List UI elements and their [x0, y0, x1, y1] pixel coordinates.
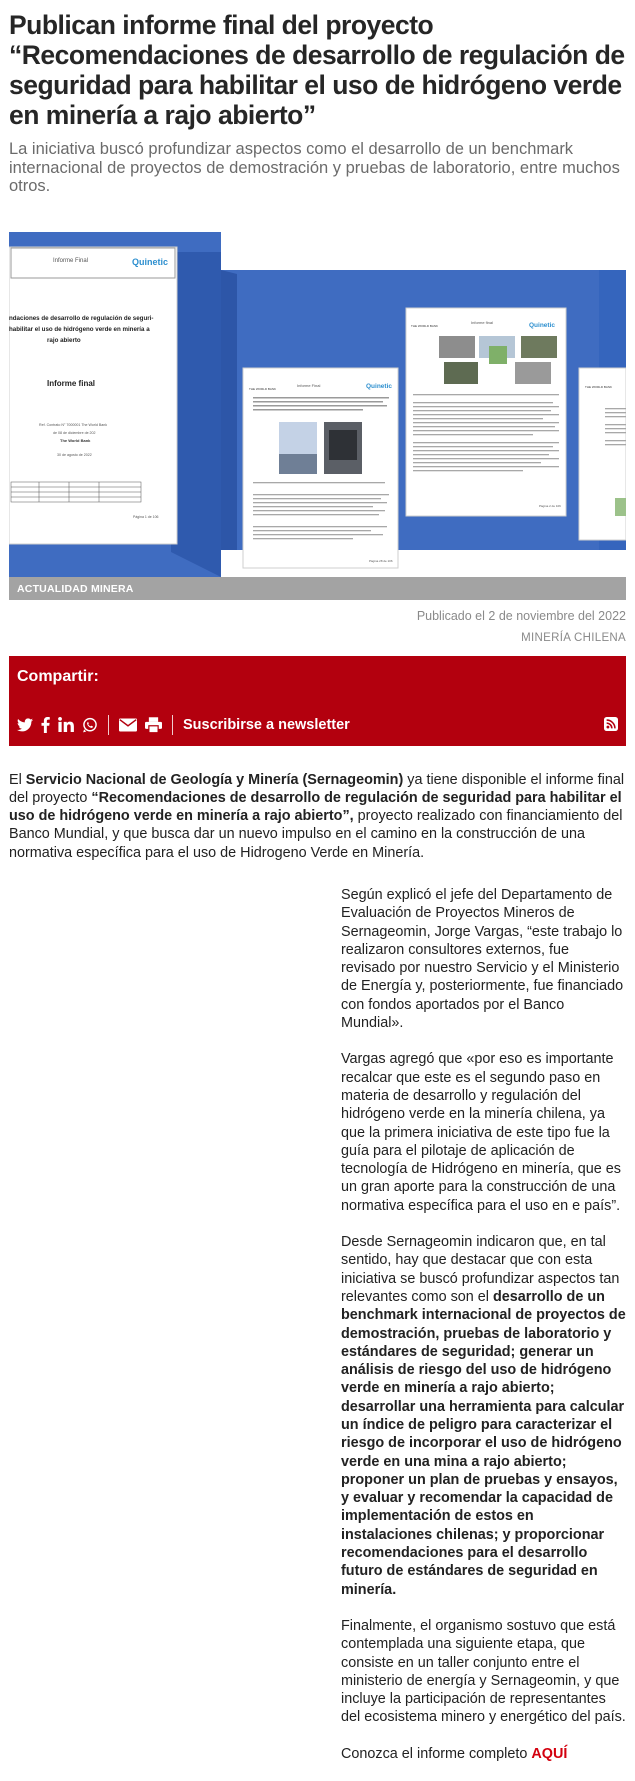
- newsletter-link[interactable]: Suscribirse a newsletter: [183, 716, 350, 733]
- doc2-logo: Quinetic: [366, 382, 393, 390]
- doc3-brand: THE WORLD BANK: [411, 323, 439, 328]
- lead-project-name: “Recomendaciones de desarrollo de regulación de seguridad para habilitar el uso de hidrógeno verde en minería a rajo abierto”,: [9, 789, 622, 825]
- linkedin-icon[interactable]: [58, 717, 74, 732]
- doc1-subtitle: Informe final: [47, 378, 96, 388]
- doc4-brand: THE WORLD BANK: [585, 384, 613, 389]
- doc1-header: Informe Final: [53, 257, 89, 264]
- report-cta-text: Conozca el informe completo: [341, 1745, 532, 1762]
- doc1-ref-2: de 08 de diciembre de 202: [53, 430, 96, 435]
- report-page-diagram: [406, 308, 566, 516]
- article-subtitle: La iniciativa buscó profundizar aspectos como el desarrollo de un benchmark internacional de proyectos de demostración y pruebas de laboratorio, entre muchos otros.: [9, 140, 620, 195]
- twitter-icon[interactable]: [17, 718, 33, 732]
- doc2-brand: THE WORLD BANK: [249, 386, 277, 391]
- email-icon[interactable]: [119, 718, 137, 732]
- body-paragraph-2: Vargas agregó que «por eso es importante recalcar que este es el segundo paso en materia de desarrollo y regulación del hidrógeno verde en la minería chilena, ya que la primera iniciativa de este tipo fue la guía para el pilotaje de aplicación de tecnología de Hidrógeno en minería, que es un gran aporte para la construcción de una normativa específica para el uso en e país”.: [341, 1051, 622, 1214]
- print-icon[interactable]: [145, 717, 162, 733]
- lead-text-2: ya tiene disponible el informe final del proyecto: [9, 771, 625, 806]
- doc1-title-2: habilitar el uso de hidrógeno verde en minería a: [9, 325, 150, 333]
- doc1-ref-3: The World Bank: [60, 437, 91, 443]
- body-paragraph-3: [341, 1233, 627, 1599]
- hero-image[interactable]: [9, 232, 626, 600]
- report-page-figures: [243, 368, 398, 568]
- share-separator: [108, 715, 109, 735]
- body-paragraph-1: Según explicó el jefe del Departamento de Evaluación de Proyectos Mineros de Sernageomin, Jorge Vargas, “este trabajo lo realizaron consultores externos, fue revisado por nuestro Servicio y el Ministerio de Energía y, posteriormente, fue financiado con fondos aportados por el Banco Mundial».: [341, 886, 624, 1032]
- share-row: [17, 714, 350, 736]
- article-title: Publican informe final del proyecto “Recomendaciones de desarrollo de regulación de seguridad para habilitar el uso de hidrógeno verde en minería a rajo abierto”: [9, 10, 625, 130]
- body-paragraph-4: Finalmente, el organismo sostuvo que está contemplada una siguiente etapa, que consiste en un taller conjunto entre el ministerio de energía y Sernageomin, y que incluye la participación de representantes del ecosistema minero y energético del país.: [341, 1617, 626, 1726]
- doc3-page: Página 2 de 106: [539, 503, 561, 508]
- para3-highlight: desarrollo de un benchmark internacional de proyectos de demostración, pruebas de laboratorio y estándares de seguridad; generar un análisis de riesgo del uso de hidrógeno verde en minería a rajo abierto; desarrollar una herramienta para calcular un índice de peligro para caracterizar el riesgo de incorporar el uso de hidrógeno verde en una mina a rajo abierto; proponer un plan de pruebas y ensayos, y evaluar y recomendar la capacidad de implementación de estos en instalaciones chilenas; y proporcionar recomendaciones para el desarrollo futuro de estándares de seguridad en minería.: [341, 1288, 626, 1598]
- report-cover-page: [9, 247, 177, 544]
- share-separator: [172, 715, 173, 735]
- doc2-page: Página 28 de 106: [369, 558, 393, 563]
- rss-icon[interactable]: [604, 717, 618, 736]
- doc3-header: Informe final: [471, 319, 494, 325]
- share-panel: [9, 656, 626, 746]
- lead-agency: Servicio Nacional de Geología y Minería (Sernageomin): [25, 771, 404, 788]
- para3-text: Desde Sernageomin indicaron que, en tal sentido, hay que destacar que con esta iniciativa se buscó profundizar aspectos tan relevantes como son el: [341, 1234, 620, 1305]
- category-label[interactable]: ACTUALIDAD MINERA: [17, 582, 134, 595]
- hero-illustration: [9, 232, 626, 600]
- report-page-partial: [579, 368, 626, 540]
- publish-date: Publicado el 2 de noviembre del 2022: [416, 608, 626, 623]
- lead-text-3: proyecto realizado con financiamiento del Banco Mundial, y que busca dar un nuevo impulso en el camino en la construcción de una normativa específica para el uso de Hidrogeno Verde en Minería.: [9, 808, 623, 861]
- lead-text-1: El: [9, 771, 26, 788]
- doc1-title-3: rajo abierto: [47, 336, 81, 344]
- doc1-ref-1: Ref. Contrato N° 7000001 The World Bank: [39, 422, 108, 427]
- doc3-logo: Quinetic: [529, 321, 556, 329]
- body-paragraph-5: [341, 1745, 627, 1763]
- article-body-column: [341, 886, 627, 1763]
- whatsapp-icon[interactable]: [82, 717, 98, 733]
- doc1-date: 30 de agosto de 2022: [57, 452, 92, 457]
- category-bar[interactable]: [9, 577, 626, 600]
- share-title: Compartir:: [17, 667, 99, 685]
- facebook-icon[interactable]: [41, 717, 50, 733]
- article-lead: [9, 771, 626, 862]
- doc1-title-1: ndaciones de desarrollo de regulación de seguri-: [9, 314, 154, 322]
- doc2-header: Informe Final: [297, 382, 321, 388]
- doc1-logo: Quinetic: [132, 256, 169, 267]
- report-link[interactable]: AQUÍ: [531, 1745, 568, 1762]
- article-source: MINERÍA CHILENA: [521, 631, 626, 644]
- doc1-page: Página 1 de 106: [133, 514, 159, 519]
